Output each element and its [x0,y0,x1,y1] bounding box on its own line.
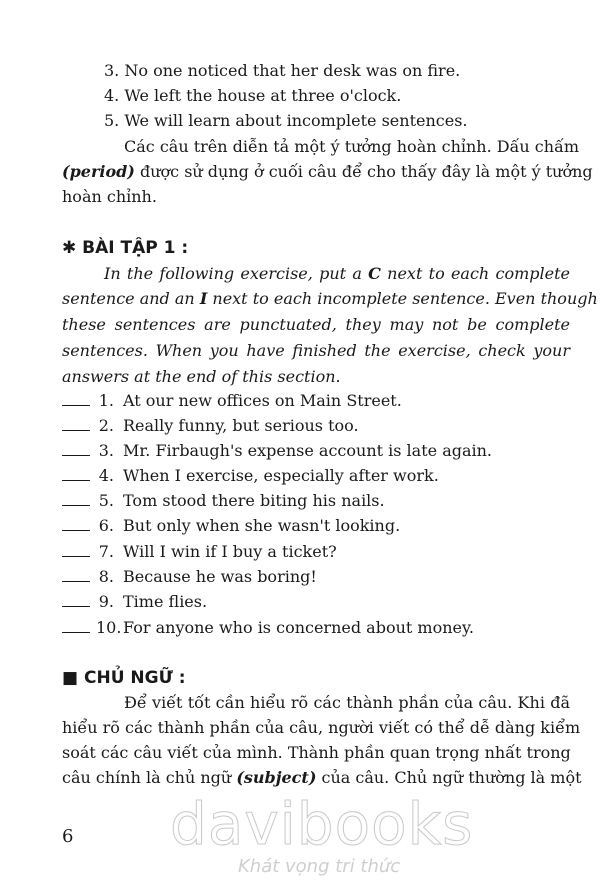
exercise-item: 9. Time flies. [62,592,207,612]
subject-heading [62,668,186,688]
watermark-logo: davibooks [170,790,474,858]
answer-blank[interactable] [62,443,90,456]
square-bullet-icon: ■ [62,668,79,688]
paragraph-line: Để viết tốt cần hiểu rõ các thành phần của câu. Khi đã [124,693,570,712]
watermark-tagline: Khát vọng tri thức [238,856,401,877]
paragraph-line: hiểu rõ các thành phần của câu, người viết có thể dễ dàng kiểm [62,718,581,737]
exercise-item: 7. Will I win if I buy a ticket? [62,542,337,562]
exercise-item: 3. Mr. Firbaugh's expense account is late again. [62,441,492,461]
paragraph-line: hoàn chỉnh. [62,187,157,206]
instruction-line: In the following exercise, put a C next to each complete [104,264,570,283]
paragraph-line: (period) được sử dụng ở cuối câu để cho thấy đây là một ý tưởng [62,162,593,181]
asterisk-icon: ✱ [62,238,77,258]
exercise-item: 8. Because he was boring! [62,567,317,587]
paragraph-line: Các câu trên diễn tả một ý tưởng hoàn chỉnh. Dấu chấm [124,137,580,156]
exercise-item: 10.For anyone who is concerned about money. [62,618,474,638]
paragraph-line: câu chính là chủ ngữ (subject) của câu. Chủ ngữ thường là một [62,768,582,787]
list-number: 4. [104,86,120,105]
list-item [104,111,468,131]
answer-blank[interactable] [62,393,90,406]
exercise-title: BÀI TẬP 1 : [82,238,189,258]
exercise-heading [62,238,188,258]
instruction-line: sentence and an I next to each incomplete sentence. Even though [62,289,598,308]
list-item [104,61,460,81]
list-item [104,86,401,106]
page-number: 6 [62,826,74,847]
exercise-item: 2. Really funny, but serious too. [62,416,359,436]
answer-blank[interactable] [62,468,90,481]
list-text: No one noticed that her desk was on fire. [124,61,461,80]
answer-blank[interactable] [62,569,90,582]
answer-blank[interactable] [62,620,90,633]
answer-blank[interactable] [62,418,90,431]
exercise-item: 5. Tom stood there biting his nails. [62,491,385,511]
answer-blank[interactable] [62,518,90,531]
term-period: (period) [62,162,135,181]
answer-blank[interactable] [62,544,90,557]
instruction-line: these sentences are punctuated, they may not be complete [62,315,570,334]
list-number: 5. [104,111,120,130]
paragraph-line: soát các câu viết của mình. Thành phần quan trọng nhất trong [62,743,571,762]
exercise-item: 6. But only when she wasn't looking. [62,516,400,536]
list-number: 3. [104,61,120,80]
list-text: We will learn about incomplete sentences. [124,111,468,130]
exercise-item: 1. At our new offices on Main Street. [62,391,402,411]
instruction-line: answers at the end of this section. [62,367,341,386]
answer-blank[interactable] [62,493,90,506]
answer-blank[interactable] [62,594,90,607]
instruction-line: sentences. When you have finished the exercise, check your [62,341,570,360]
term-subject: (subject) [236,768,317,787]
list-text: We left the house at three o'clock. [124,86,402,105]
subject-title: CHỦ NGỮ : [83,668,186,688]
exercise-item: 4. When I exercise, especially after work. [62,466,439,486]
